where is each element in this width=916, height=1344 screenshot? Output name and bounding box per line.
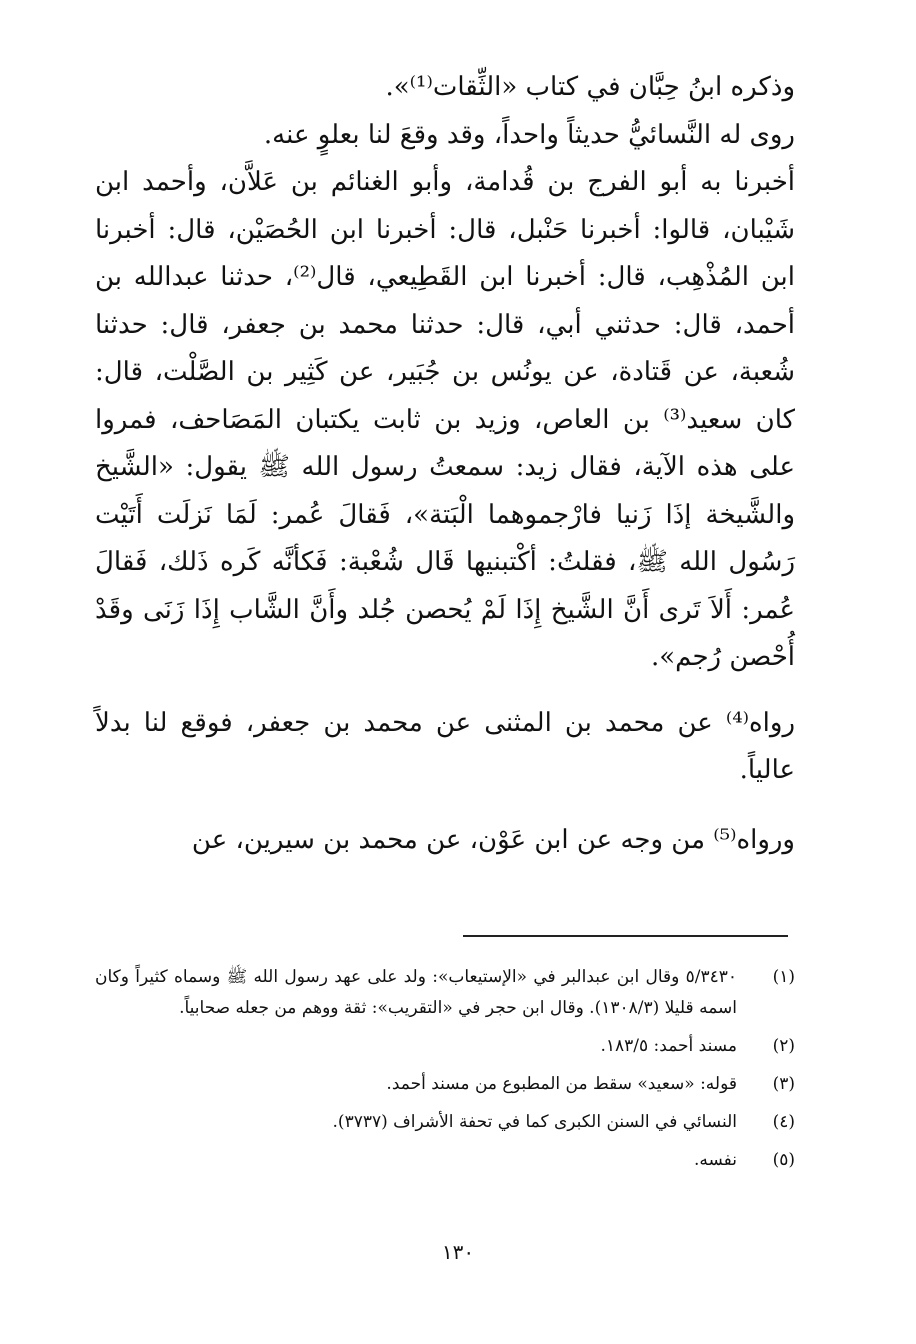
paragraph-1: وذكره ابنُ حِبَّان في كتاب «الثِّقات⁽¹⁾». xyxy=(385,72,795,102)
paragraph-4: رواه⁽⁴⁾ عن محمد بن المثنى عن محمد بن جعفر، فوقع لنا بدلاً عالياً. xyxy=(95,707,795,785)
footnote-number: (٥) xyxy=(772,1150,795,1170)
main-text xyxy=(95,64,795,864)
page-number: ١٣٠ xyxy=(441,1240,475,1264)
paragraph-3: أخبرنا به أبو الفرج بن قُدامة، وأبو الغنائم بن عَلاَّن، وأحمد ابن شَيْبان، قالوا: أخبرنا حَنْبل، قال: أخبرنا ابن الحُصَيْن، قال: أخبرنا ابن المُذْهِب، قال: أخبرنا ابن القَطِيعي، قال⁽²⁾، حدثنا عبدالله بن أحمد، قال: حدثني أبي، قال: حدثنا محمد بن جعفر، قال: حدثنا شُعبة، عن قَتادة، عن يونُس بن جُبَير، عن كَثِير بن الصَّلْت، قال: كان سعيد⁽³⁾ بن العاص، وزيد بن ثابت يكتبان المَصَاحف، فمروا على هذه الآية، فقال زيد: سمعتُ رسول الله ﷺ يقول: «الشَّيخ والشَّيخة إذَا زَنيا فارْجموهما الْبَتة»، فَقالَ عُمر: لَمَا نَزلَت أَتَيْت رَسُول الله ﷺ، فقلتُ: أكْتبنيها قَال شُعْبة: فَكأنَّه كَره ذَلك، فَقالَ عُمر: أَلاَ تَرى أَنَّ الشَّيخ إِذَا لَمْ يُحصن جُلد وأَنَّ الشَّاب إِذَا زَنَى وقَدْ أُحْصن رُجم». xyxy=(95,167,795,672)
footnote-number: (٤) xyxy=(772,1112,795,1132)
paragraph-5: ورواه⁽⁵⁾ من وجه عن ابن عَوْن، عن محمد بن سيرين، عن xyxy=(191,824,795,855)
footnote-4 xyxy=(95,1107,795,1138)
footnotes xyxy=(95,962,795,1183)
footnote-number: (٣) xyxy=(772,1074,795,1094)
footnote-number: (١) xyxy=(772,967,795,987)
footnote-text: قوله: «سعيد» سقط من المطبوع من مسند أحمد. xyxy=(386,1074,737,1094)
footnote-separator xyxy=(463,935,788,937)
footnote-text: نفسه. xyxy=(693,1150,737,1170)
footnote-number: (٢) xyxy=(772,1036,795,1056)
footnote-2 xyxy=(95,1031,795,1062)
footnote-3 xyxy=(95,1069,795,1100)
paragraph-2: روى له النَّسائيُّ حديثاً واحداً، وقد وقعَ لنا بعلوٍ عنه. xyxy=(263,119,795,150)
footnote-text: مسند أحمد: ١٨٣/٥. xyxy=(600,1036,737,1056)
footnote-text: النسائي في السنن الكبرى كما في تحفة الأشراف (٣٧٣٧). xyxy=(332,1112,737,1132)
footnote-1 xyxy=(95,962,795,1024)
footnote-5 xyxy=(95,1145,795,1176)
footnote-text: ٥/٣٤٣٠ وقال ابن عبدالبر في «الإستيعاب»: ولد على عهد رسول الله ﷺ وسماه كثيراً وكان اسمه قليلا (١٣٠٨/٣). وقال ابن حجر في «التقريب»: ثقة ووهم من جعله صحابياً. xyxy=(95,967,737,1018)
